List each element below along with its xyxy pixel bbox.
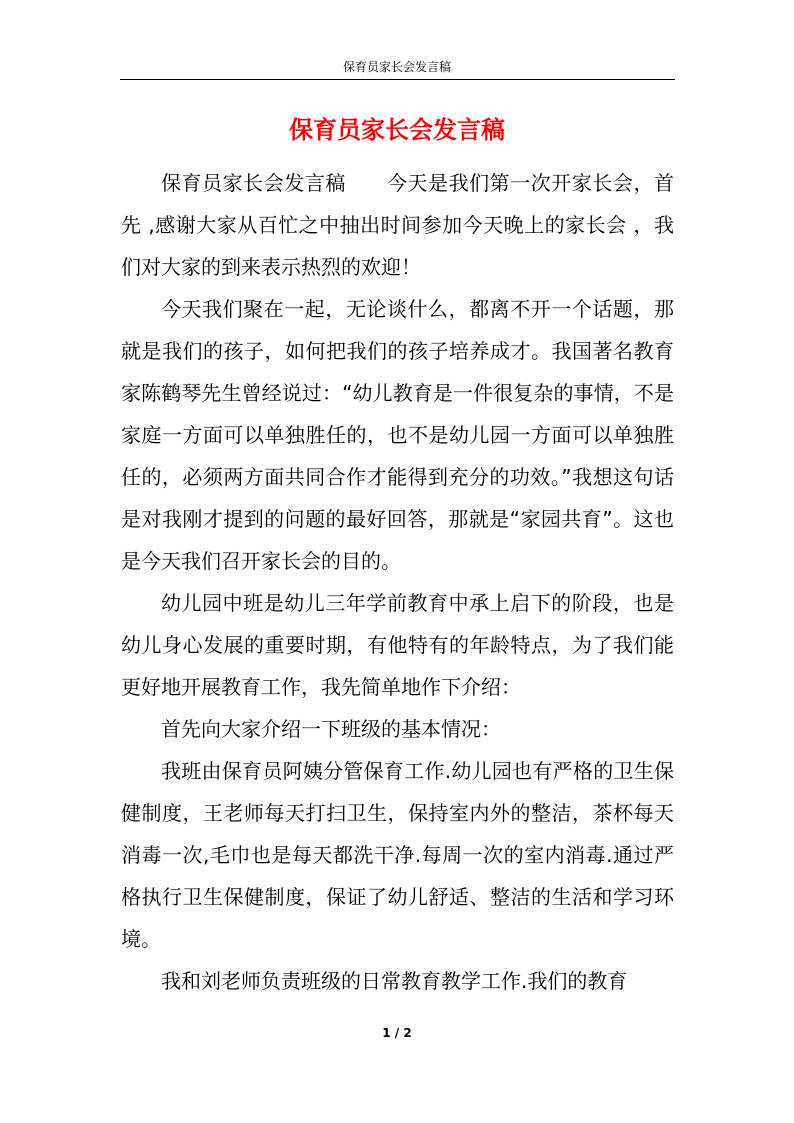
paragraph-topic: 今天我们聚在一起，无论谈什么，都离不开一个话题，那就是我们的孩子，如何把我们的孩子培养成才。我国著名教育家陈鹤琴先生曾经说过：“幼儿教育是一件很复杂的事情，不是家庭一方面可以单独胜任的，也不是幼儿园一方面可以单独胜任的，必须两方面共同合作才能得到充分的功效。”我想这句话是对我刚才提到的问题的最好回答，那就是“家园共育”。这也是今天我们召开家长会的目的。 [121,297,674,573]
document-body [121,162,674,1002]
paragraph-teaching: 我和刘老师负责班级的日常教育教学工作.我们的教育 [161,969,628,993]
paragraph-intro: 保育员家长会发言稿 今天是我们第一次开家长会，首先 ,感谢大家从百忙之中抽出时间参加今天晚上的家长会 ，我们对大家的到来表示热烈的欢迎！ [121,171,674,279]
paragraph-class-intro: 首先向大家介绍一下班级的基本情况： [161,717,501,741]
paragraph-class-stage: 幼儿园中班是幼儿三年学前教育中承上启下的阶段，也是幼儿身心发展的重要时期，有他特有的年龄特点，为了我们能更好地开展教育工作，我先简单地作下介绍： [121,591,674,699]
header-divider [120,79,675,80]
page-number: 1 / 2 [382,1026,412,1040]
paragraph-hygiene: 我班由保育员阿姨分管保育工作.幼儿园也有严格的卫生保健制度，王老师每天打扫卫生，保持室内外的整洁，茶杯每天消毒一次,毛巾也是每天都洗干净.每周一次的室内消毒.通过严格执行卫生保健制度，保证了幼儿舒适、整洁的生活和学习环境。 [121,759,674,951]
document-title: 保育员家长会发言稿 [289,116,505,144]
running-header: 保育员家长会发言稿 [342,60,451,74]
